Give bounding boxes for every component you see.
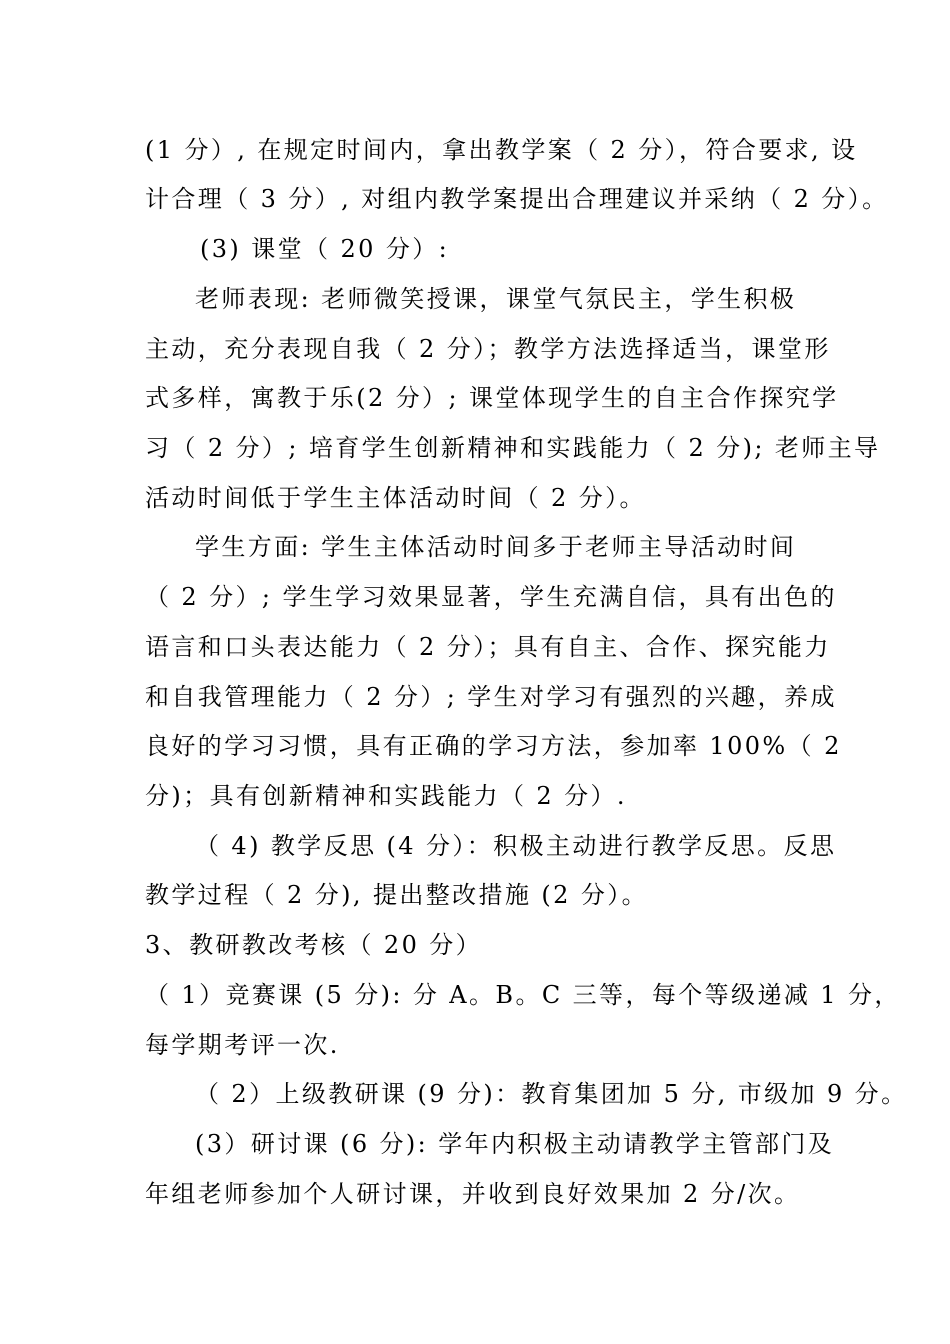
text-line: （ 2 分）; 学生学习效果显著，学生充满自信，具有出色的: [145, 583, 837, 611]
text-line: （ 4) 教学反思 (4 分）：积极主动进行教学反思。反思: [195, 832, 837, 860]
text-line: 活动时间低于学生主体活动时间（ 2 分）。: [145, 484, 646, 512]
text-line: 式多样，寓教于乐(2 分）; 课堂体现学生的自主合作探究学: [145, 384, 839, 412]
text-line: 语言和口头表达能力（ 2 分）；具有自主、合作、探究能力: [145, 633, 831, 661]
text-line: 计合理（ 3 分）, 对组内教学案提出合理建议并采纳（ 2 分）。: [145, 185, 889, 213]
text-line: (3）研讨课 (6 分): 学年内积极主动请教学主管部门及: [195, 1130, 835, 1158]
text-line: 和自我管理能力（ 2 分）; 学生对学习有强烈的兴趣，养成: [145, 683, 837, 711]
text-line: (1 分）, 在规定时间内，拿出教学案（ 2 分），符合要求, 设: [145, 136, 858, 164]
text-line: 分)；具有创新精神和实践能力（ 2 分）.: [145, 782, 627, 810]
text-line: （ 1）竞赛课 (5 分): 分 A。B。C 三等，每个等级递减 1 分，: [145, 981, 901, 1009]
text-line: 学生方面: 学生主体活动时间多于老师主导活动时间: [195, 533, 797, 561]
text-line: 3、教研教改考核（ 20 分）: [145, 931, 483, 959]
text-line: 主动，充分表现自我（ 2 分）；教学方法选择适当，课堂形: [145, 335, 831, 363]
text-line: 习（ 2 分）; 培育学生创新精神和实践能力（ 2 分); 老师主导: [145, 434, 881, 462]
text-line: (3) 课堂（ 20 分）:: [200, 235, 450, 263]
text-line: 年组老师参加个人研讨课，并收到良好效果加 2 分/次。: [145, 1180, 801, 1208]
text-line: （ 2）上级教研课 (9 分)：教育集团加 5 分, 市级加 9 分。: [195, 1080, 908, 1108]
text-line: 良好的学习习惯，具有正确的学习方法，参加率 100%（ 2: [145, 732, 842, 760]
text-line: 每学期考评一次.: [145, 1031, 340, 1059]
text-line: 教学过程（ 2 分), 提出整改措施 (2 分）。: [145, 881, 649, 909]
text-line: 老师表现: 老师微笑授课，课堂气氛民主，学生积极: [195, 285, 797, 313]
